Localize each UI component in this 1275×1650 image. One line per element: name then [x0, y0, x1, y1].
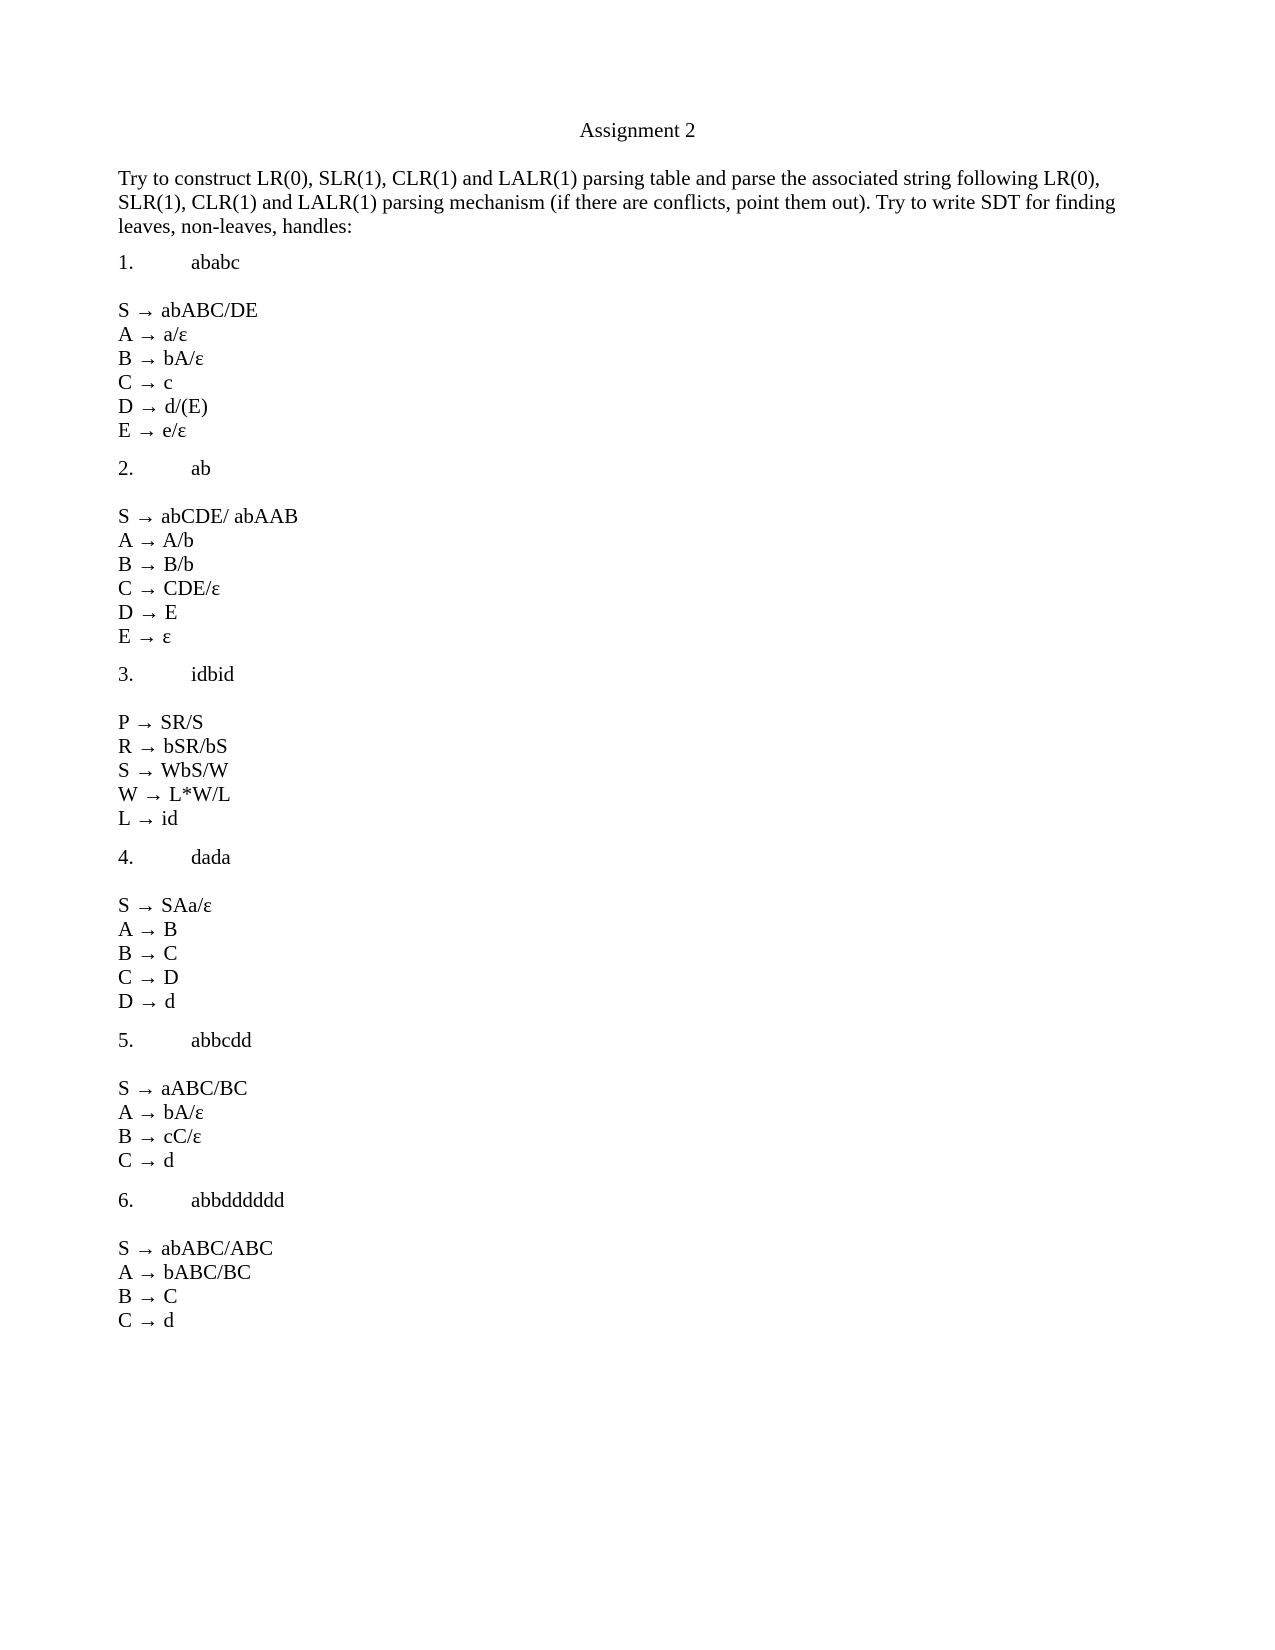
grammar-rules [118, 504, 298, 648]
grammar-rule: B → bA/ε [118, 346, 204, 370]
page-title: Assignment 2 [579, 118, 696, 142]
grammar-rule: A → A/b [118, 528, 194, 552]
grammar-rules [118, 298, 258, 442]
grammar-rules [118, 710, 234, 830]
grammar-rule: B → B/b [118, 552, 194, 576]
problem-4 [118, 845, 231, 1013]
problem-number: 3. [118, 662, 134, 686]
problem-number: 2. [118, 456, 134, 480]
grammar-rules [118, 893, 231, 1013]
problem-1 [118, 250, 258, 442]
grammar-rule: A → bABC/BC [118, 1260, 252, 1284]
problem-3 [118, 662, 234, 830]
problem-string: ababc [191, 250, 240, 274]
grammar-rule: S → abABC/DE [118, 298, 259, 322]
grammar-rule: S → abCDE/ abAAB [118, 504, 299, 528]
problem-string: abbcdd [191, 1028, 252, 1052]
intro-paragraph: Try to construct LR(0), SLR(1), CLR(1) and LALR(1) parsing table and parse the associated string following LR(0), SLR(1), CLR(1) and LALR(1) parsing mechanism (if there are conflicts, point them out). Try to write SDT for finding leaves, non-leaves, handles: [118, 166, 1116, 238]
problem-string: idbid [191, 662, 235, 686]
grammar-rule: S → aABC/BC [118, 1076, 248, 1100]
problem-number: 5. [118, 1028, 134, 1052]
problem-number: 4. [118, 845, 134, 869]
problem-string: dada [191, 845, 231, 869]
grammar-rule: B → C [118, 941, 178, 965]
grammar-rule: D → E [118, 600, 178, 624]
problem-2 [118, 456, 298, 648]
grammar-rule: R → bSR/bS [118, 734, 228, 758]
grammar-rule: D → d/(E) [118, 394, 208, 418]
grammar-rule: S → SAa/ε [118, 893, 212, 917]
grammar-rule: B → cC/ε [118, 1124, 202, 1148]
grammar-rule: D → d [118, 989, 176, 1013]
problem-number: 6. [118, 1188, 134, 1212]
grammar-rules [118, 1076, 252, 1172]
grammar-rule: B → C [118, 1284, 178, 1308]
grammar-rule: S → WbS/W [118, 758, 229, 782]
grammar-rule: C → d [118, 1148, 175, 1172]
grammar-rule: W → L*W/L [118, 782, 231, 806]
problem-number: 1. [118, 250, 134, 274]
grammar-rule: A → a/ε [118, 322, 188, 346]
problem-6 [118, 1188, 284, 1332]
grammar-rule: C → CDE/ε [118, 576, 221, 600]
grammar-rule: L → id [118, 806, 178, 830]
problem-5 [118, 1028, 252, 1172]
problem-string: ab [191, 456, 211, 480]
grammar-rule: A → B [118, 917, 178, 941]
grammar-rule: C → D [118, 965, 179, 989]
grammar-rules [118, 1236, 284, 1332]
grammar-rule: E → ε [118, 624, 172, 648]
grammar-rule: A → bA/ε [118, 1100, 204, 1124]
grammar-rule: S → abABC/ABC [118, 1236, 274, 1260]
grammar-rule: P → SR/S [118, 710, 204, 734]
grammar-rule: E → e/ε [118, 418, 187, 442]
problem-string: abbdddddd [191, 1188, 285, 1212]
grammar-rule: C → c [118, 370, 173, 394]
grammar-rule: C → d [118, 1308, 175, 1332]
